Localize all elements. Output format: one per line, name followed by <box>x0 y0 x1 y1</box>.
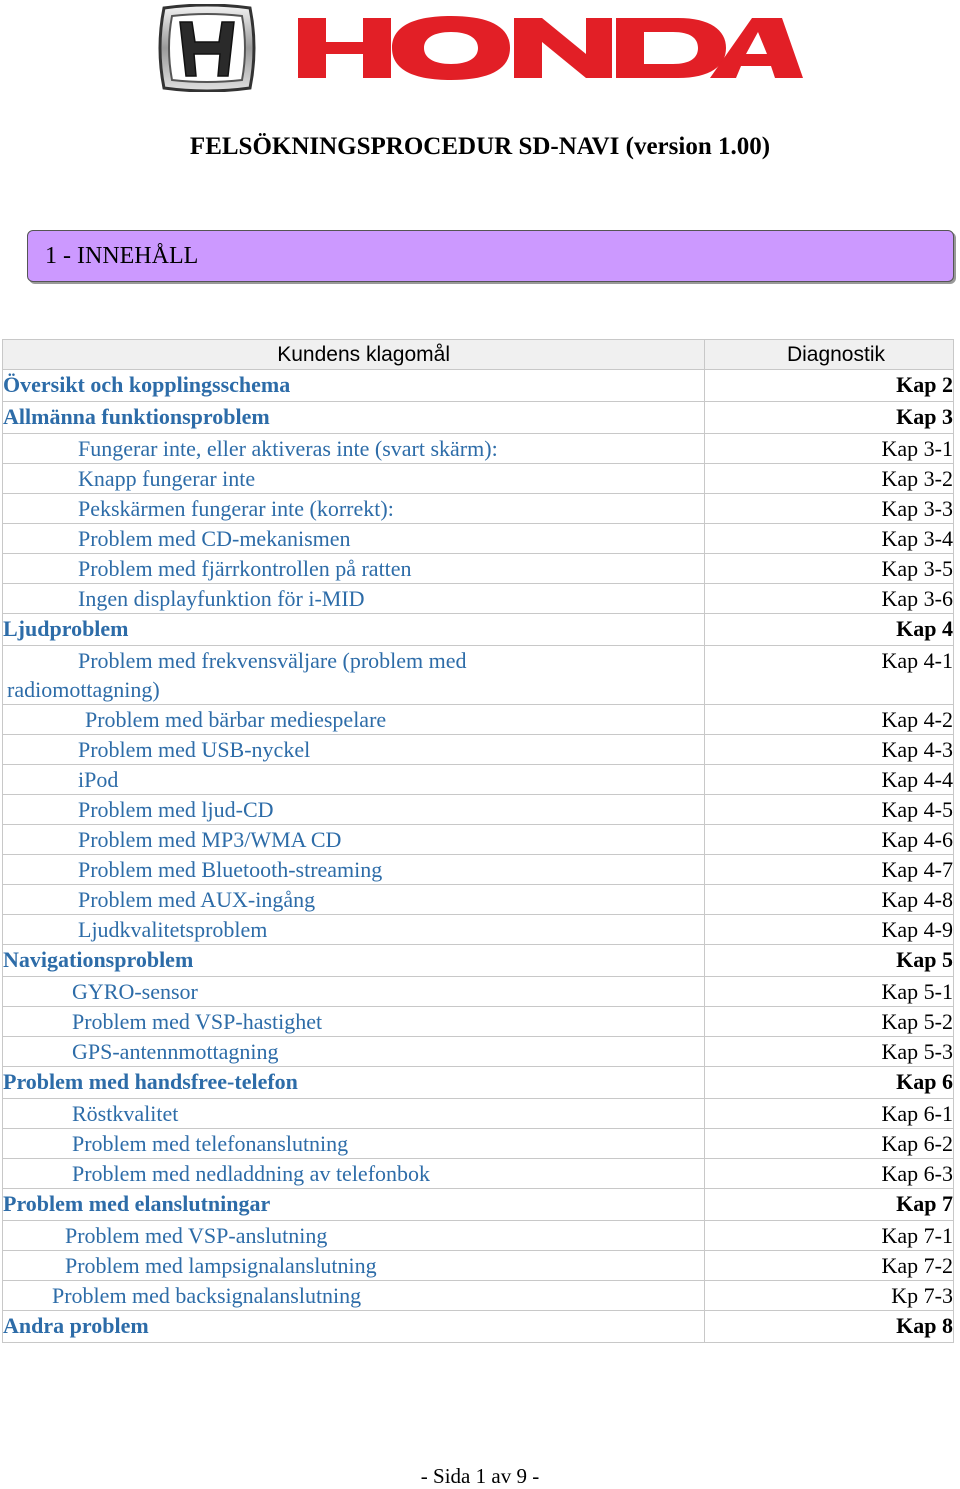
issue-label: Problem med Bluetooth-streaming <box>3 855 705 885</box>
category-label: Andra problem <box>3 1311 705 1343</box>
issue-chapter: Kap 4-4 <box>705 765 954 795</box>
table-row <box>3 1251 954 1281</box>
issue-chapter: Kap 7-2 <box>705 1251 954 1281</box>
issue-label: Ljudkvalitetsproblem <box>3 915 705 945</box>
issue-chapter: Kap 3-1 <box>705 434 954 464</box>
table-row <box>3 1099 954 1129</box>
table-row <box>3 795 954 825</box>
issue-label: Problem med nedladdning av telefonbok <box>3 1159 705 1189</box>
table-row <box>3 434 954 464</box>
issue-chapter: Kap 5-3 <box>705 1037 954 1067</box>
section-heading-box <box>27 230 954 282</box>
issue-chapter: Kap 3-6 <box>705 584 954 614</box>
category-chapter: Kap 8 <box>705 1311 954 1343</box>
issue-chapter: Kap 6-2 <box>705 1129 954 1159</box>
issue-label: GPS-antennmottagning <box>3 1037 705 1067</box>
issue-chapter: Kap 4-9 <box>705 915 954 945</box>
category-chapter: Kap 6 <box>705 1067 954 1099</box>
table-row <box>3 524 954 554</box>
issue-label: Problem med backsignalanslutning <box>3 1281 705 1311</box>
issue-label: Fungerar inte, eller aktiveras inte (svart skärm): <box>3 434 705 464</box>
table-row <box>3 915 954 945</box>
issue-label: Problem med bärbar mediespelare <box>3 705 705 735</box>
page-number: - Sida 1 av 9 - <box>420 1464 540 1488</box>
table-row <box>3 464 954 494</box>
issue-label-line-2: radiomottagning) <box>7 677 160 702</box>
honda-logo <box>158 4 803 92</box>
issue-label: Problem med CD-mekanismen <box>3 524 705 554</box>
issue-chapter: Kap 7-1 <box>705 1221 954 1251</box>
table-row <box>3 1037 954 1067</box>
table-row <box>3 646 954 705</box>
issue-chapter: Kap 4-5 <box>705 795 954 825</box>
issue-chapter: Kap 4-3 <box>705 735 954 765</box>
document-title: FELSÖKNINGSPROCEDUR SD-NAVI (version 1.00) <box>189 133 771 160</box>
issue-label: Problem med VSP-anslutning <box>3 1221 705 1251</box>
table-row <box>3 1129 954 1159</box>
issue-chapter: Kap 5-2 <box>705 1007 954 1037</box>
table-row <box>3 825 954 855</box>
category-label: Problem med elanslutningar <box>3 1189 705 1221</box>
issue-label: Problem med USB-nyckel <box>3 735 705 765</box>
issue-chapter: Kap 3-5 <box>705 554 954 584</box>
table-row <box>3 494 954 524</box>
header-diagnosis: Diagnostik <box>705 340 954 370</box>
table-row <box>3 402 954 434</box>
table-row <box>3 614 954 646</box>
issue-chapter: Kap 4-7 <box>705 855 954 885</box>
issue-label: Röstkvalitet <box>3 1099 705 1129</box>
contents-table <box>2 339 954 1343</box>
issue-chapter: Kap 4-2 <box>705 705 954 735</box>
table-header-row <box>3 340 954 370</box>
contents-table-body <box>3 340 954 1343</box>
issue-label: Problem med VSP-hastighet <box>3 1007 705 1037</box>
category-label: Ljudproblem <box>3 614 705 646</box>
table-row <box>3 1281 954 1311</box>
table-row <box>3 945 954 977</box>
table-row <box>3 1311 954 1343</box>
category-chapter: Kap 3 <box>705 402 954 434</box>
issue-chapter: Kap 3-2 <box>705 464 954 494</box>
table-row <box>3 584 954 614</box>
category-label: Navigationsproblem <box>3 945 705 977</box>
header-complaint: Kundens klagomål <box>3 340 705 370</box>
issue-chapter: Kap 4-1 <box>705 646 954 705</box>
table-row <box>3 1189 954 1221</box>
table-row <box>3 735 954 765</box>
category-chapter: Kap 5 <box>705 945 954 977</box>
table-row <box>3 1067 954 1099</box>
table-row <box>3 977 954 1007</box>
issue-chapter: Kap 6-1 <box>705 1099 954 1129</box>
issue-label: Problem med lampsignalanslutning <box>3 1251 705 1281</box>
issue-chapter: Kap 3-3 <box>705 494 954 524</box>
issue-label: Problem med fjärrkontrollen på ratten <box>3 554 705 584</box>
issue-chapter: Kap 4-8 <box>705 885 954 915</box>
table-row <box>3 1221 954 1251</box>
honda-h-emblem-icon <box>160 5 254 91</box>
issue-chapter: Kap 3-4 <box>705 524 954 554</box>
table-row <box>3 1007 954 1037</box>
category-label: Problem med handsfree-telefon <box>3 1067 705 1099</box>
issue-label: Problem med telefonanslutning <box>3 1129 705 1159</box>
issue-label: Pekskärmen fungerar inte (korrekt): <box>3 494 705 524</box>
honda-wordmark <box>298 16 803 80</box>
issue-chapter: Kap 5-1 <box>705 977 954 1007</box>
table-row <box>3 1159 954 1189</box>
issue-label: Problem med ljud-CD <box>3 795 705 825</box>
table-row <box>3 705 954 735</box>
category-label: Allmänna funktionsproblem <box>3 402 705 434</box>
issue-chapter: Kap 4-6 <box>705 825 954 855</box>
issue-chapter: Kap 6-3 <box>705 1159 954 1189</box>
issue-chapter: Kp 7-3 <box>705 1281 954 1311</box>
table-row <box>3 855 954 885</box>
table-row <box>3 370 954 402</box>
issue-label: Problem med MP3/WMA CD <box>3 825 705 855</box>
table-row <box>3 765 954 795</box>
category-chapter: Kap 4 <box>705 614 954 646</box>
table-row <box>3 885 954 915</box>
issue-label: iPod <box>3 765 705 795</box>
issue-label: Problem med AUX-ingång <box>3 885 705 915</box>
issue-label: Ingen displayfunktion för i-MID <box>3 584 705 614</box>
issue-label <box>3 646 705 705</box>
category-label: Översikt och kopplingsschema <box>3 370 705 402</box>
table-row <box>3 554 954 584</box>
issue-label: GYRO-sensor <box>3 977 705 1007</box>
category-chapter: Kap 7 <box>705 1189 954 1221</box>
issue-label-line-1: Problem med frekvensväljare (problem med <box>78 648 467 673</box>
issue-label: Knapp fungerar inte <box>3 464 705 494</box>
category-chapter: Kap 2 <box>705 370 954 402</box>
section-heading: 1 - INNEHÅLL <box>45 243 199 269</box>
